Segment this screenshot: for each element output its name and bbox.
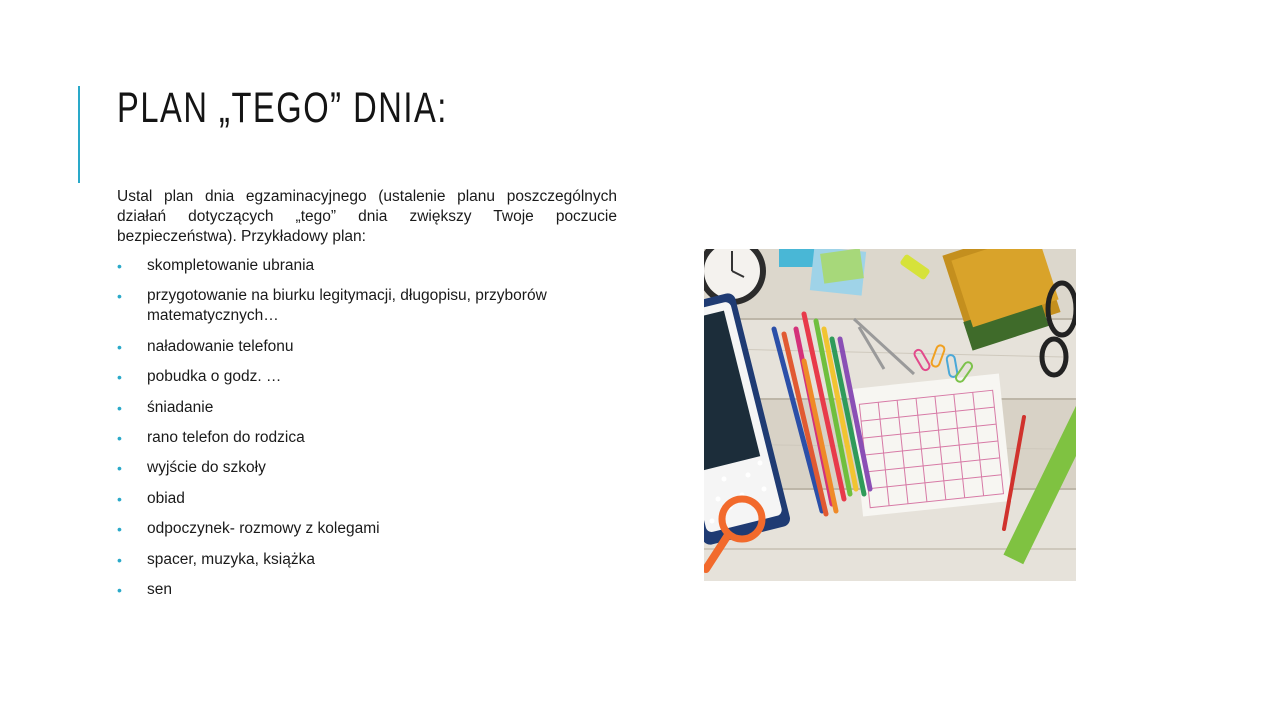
list-item: • obiad [117,489,617,509]
slide-content [117,187,617,610]
list-item: • śniadanie [117,398,617,418]
intro-paragraph: Ustal plan dnia egzaminacyjnego (ustalenie planu poszczególnych działań dotyczących „tego” dnia zwiększy Twoje poczucie bezpieczeństwa). Przykładowy plan: [117,188,617,245]
plan-list [117,256,617,600]
title-accent-bar [78,86,80,183]
list-item: • naładowanie telefonu [117,337,617,357]
list-item: • rano telefon do rodzica [117,428,617,448]
list-item: • wyjście do szkoły [117,458,617,478]
desk-photo [704,249,1076,581]
list-item: • odpoczynek- rozmowy z kolegami [117,519,617,539]
list-item: • sen [117,580,617,600]
list-item: • przygotowanie na biurku legitymacji, długopisu, przyborów matematycznych… [117,286,617,326]
list-item: • spacer, muzyka, książka [117,550,617,570]
list-item: • skompletowanie ubrania [117,256,617,276]
list-item: • pobudka o godz. … [117,367,617,387]
slide-title: PLAN „TEGO” DNIA: [117,84,448,132]
